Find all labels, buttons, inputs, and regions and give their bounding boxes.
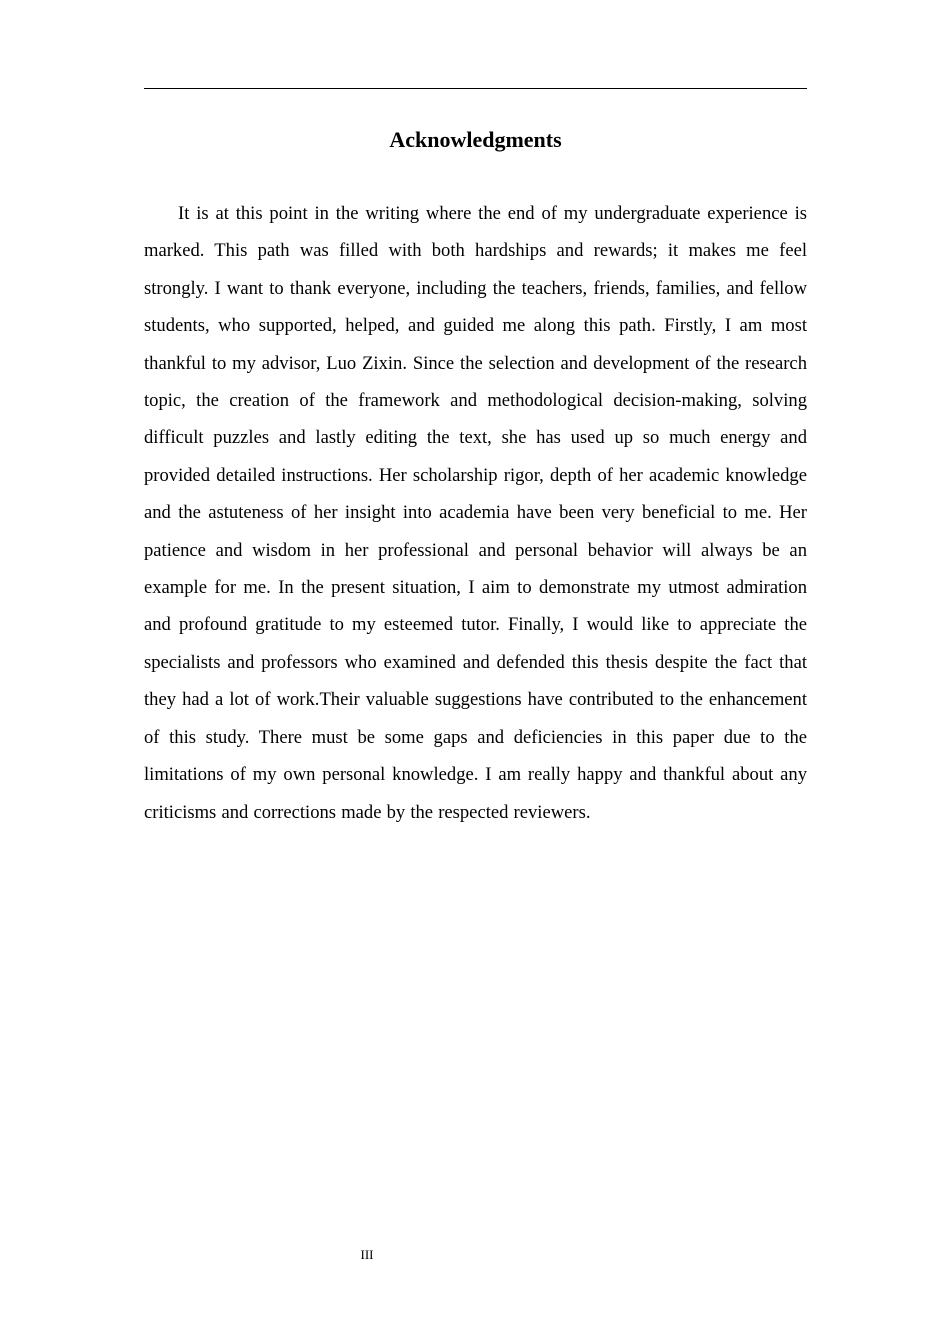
page-number: III xyxy=(360,1247,374,1262)
page-title: Acknowledgments xyxy=(389,127,562,152)
header-rule xyxy=(144,88,807,89)
acknowledgments-paragraph: It is at this point in the writing where the end of my undergraduate experience is marked. This path was filled with both hardships and rewards; it makes me feel strongly. I want to thank everyone, including the teachers, friends, families, and fellow students, who supported, helped, and guided me along this path. Firstly, I am most thankful to my advisor, Luo Zixin. Since the selection and development of the research topic, the creation of the framework and methodological decision-making, solving difficult puzzles and lastly editing the text, she has used up so much energy and provided detailed instructions. Her scholarship rigor, depth of her academic knowledge and the astuteness of her insight into academia have been very beneficial to me. Her patience and wisdom in her professional and personal behavior will always be an example for me. In the present situation, I aim to demonstrate my utmost admiration and profound gratitude to my esteemed tutor. Finally, I would like to appreciate the specialists and professors who examined and defended this thesis despite the fact that they had a lot of work.Their valuable suggestions have contributed to the enhancement of this study. There must be some gaps and deficiencies in this paper due to the limitations of my own personal knowledge. I am really happy and thankful about any criticisms and corrections made by the respected reviewers. xyxy=(144,203,807,823)
